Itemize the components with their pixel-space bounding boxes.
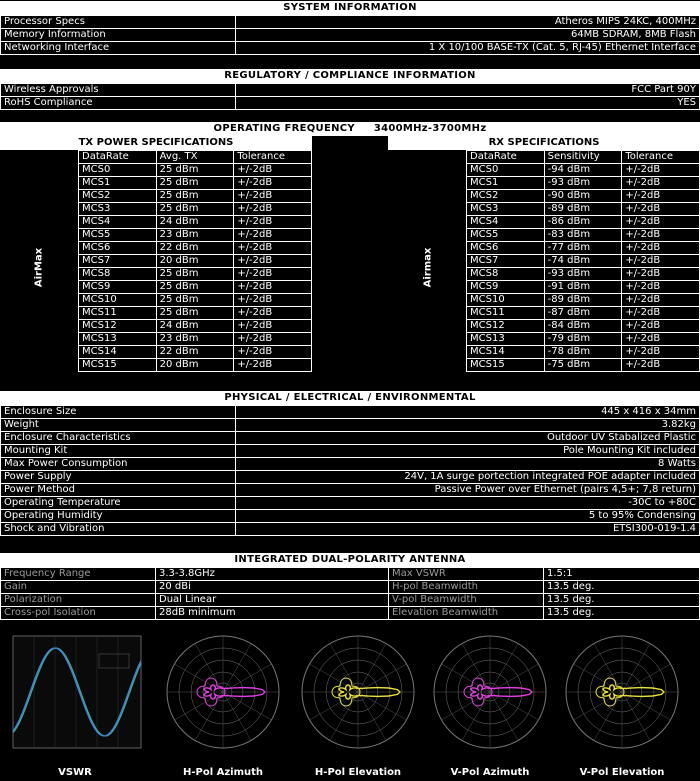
physical-label: Max Power Consumption (1, 458, 236, 471)
antenna-value: 13.5 deg. (544, 594, 700, 607)
antenna-label: Cross-pol Isolation (1, 607, 156, 620)
rx-cell: -90 dBm (544, 190, 622, 203)
tx-column-header: Tolerance (234, 151, 312, 164)
rx-cell: +/-2dB (622, 268, 700, 281)
rx-cell: +/-2dB (622, 307, 700, 320)
rx-column-header: Tolerance (622, 151, 700, 164)
tx-cell: MCS7 (79, 255, 157, 268)
polar-grid-spoke (330, 644, 358, 693)
tx-cell: 24 dBm (156, 216, 234, 229)
physical-value: Outdoor UV Stabalized Plastic (236, 432, 700, 445)
physical-row (1, 523, 700, 536)
system-section-title: SYSTEM INFORMATION (0, 1, 700, 15)
rx-row (467, 281, 700, 294)
rx-row (467, 346, 700, 359)
physical-label: Power Method (1, 484, 236, 497)
tx-cell: 25 dBm (156, 281, 234, 294)
regulatory-label: RoHS Compliance (1, 97, 236, 110)
tx-cell: +/-2dB (234, 268, 312, 281)
rx-cell: MCS5 (467, 229, 545, 242)
tx-cell: 24 dBm (156, 320, 234, 333)
physical-row (1, 458, 700, 471)
system-value: 1 X 10/100 BASE-TX (Cat. 5, RJ-45) Ethernet Interface (236, 42, 700, 55)
polar-grid-spoke (594, 692, 622, 741)
rx-cell: +/-2dB (622, 242, 700, 255)
tx-side-label: AirMax (33, 247, 45, 288)
tx-cell: +/-2dB (234, 203, 312, 216)
tx-cell: 25 dBm (156, 203, 234, 216)
rx-row (467, 229, 700, 242)
tx-row (79, 320, 312, 333)
tx-row (79, 268, 312, 281)
rx-cell: MCS0 (467, 164, 545, 177)
tx-row (79, 229, 312, 242)
physical-table (0, 405, 700, 536)
physical-row (1, 432, 700, 445)
tx-cell: 23 dBm (156, 333, 234, 346)
physical-label: Enclosure Size (1, 406, 236, 419)
tx-cell: 25 dBm (156, 177, 234, 190)
tx-cell: +/-2dB (234, 307, 312, 320)
rx-row (467, 268, 700, 281)
rx-row (467, 177, 700, 190)
rx-row (467, 320, 700, 333)
rx-cell: +/-2dB (622, 190, 700, 203)
rx-cell: MCS12 (467, 320, 545, 333)
rx-cell: MCS9 (467, 281, 545, 294)
rx-row (467, 294, 700, 307)
physical-label: Power Supply (1, 471, 236, 484)
tx-cell: 20 dBm (156, 255, 234, 268)
tx-cell: MCS2 (79, 190, 157, 203)
antenna-row (1, 568, 700, 581)
polar-grid-spoke (594, 644, 622, 693)
tx-row (79, 190, 312, 203)
tx-cell: MCS3 (79, 203, 157, 216)
antenna-value: 1.5:1 (544, 568, 700, 581)
antenna-table (0, 567, 700, 620)
rx-cell: +/-2dB (622, 216, 700, 229)
rx-cell: MCS10 (467, 294, 545, 307)
antenna-section-title: INTEGRATED DUAL-POLARITY ANTENNA (0, 553, 700, 567)
physical-value: -30C to +80C (236, 497, 700, 510)
tx-cell: 25 dBm (156, 164, 234, 177)
tx-cell: MCS6 (79, 242, 157, 255)
physical-row (1, 445, 700, 458)
antenna-label: Frequency Range (1, 568, 156, 581)
tx-cell: MCS1 (79, 177, 157, 190)
physical-label: Mounting Kit (1, 445, 236, 458)
rx-cell: -91 dBm (544, 281, 622, 294)
v-pol-elevation-plot (552, 626, 692, 766)
polar-grid-spoke (462, 644, 490, 693)
rx-cell: +/-2dB (622, 333, 700, 346)
tx-table (78, 150, 312, 372)
tx-cell: MCS10 (79, 294, 157, 307)
regulatory-section-title: REGULATORY / COMPLIANCE INFORMATION (0, 69, 700, 83)
rx-row (467, 164, 700, 177)
plot-caption: VSWR (58, 767, 92, 778)
tx-row (79, 242, 312, 255)
system-row (1, 42, 700, 55)
rx-cell: +/-2dB (622, 229, 700, 242)
vswr-plot (5, 626, 145, 766)
tx-cell: 20 dBm (156, 359, 234, 372)
polar-grid-spoke (195, 644, 223, 693)
antenna-value: 13.5 deg. (544, 607, 700, 620)
rx-cell: MCS4 (467, 216, 545, 229)
regulatory-value: FCC Part 90Y (236, 84, 700, 97)
rx-cell: +/-2dB (622, 346, 700, 359)
physical-row (1, 471, 700, 484)
system-value: 64MB SDRAM, 8MB Flash (236, 29, 700, 42)
tx-cell: 23 dBm (156, 229, 234, 242)
tx-cell: +/-2dB (234, 346, 312, 359)
system-label: Processor Specs (1, 16, 236, 29)
rx-row (467, 359, 700, 372)
rx-cell: -94 dBm (544, 164, 622, 177)
polar-grid-spoke (622, 644, 650, 693)
h-pol-azimuth-plot (153, 626, 293, 766)
rx-cell: MCS14 (467, 346, 545, 359)
tx-cell: 25 dBm (156, 268, 234, 281)
tx-cell: MCS9 (79, 281, 157, 294)
tx-cell: +/-2dB (234, 320, 312, 333)
antenna-row (1, 607, 700, 620)
rx-row (467, 307, 700, 320)
polar-grid-spoke (223, 644, 251, 693)
tx-cell: +/-2dB (234, 190, 312, 203)
rx-cell: -93 dBm (544, 177, 622, 190)
tx-row (79, 281, 312, 294)
tx-cell: 25 dBm (156, 190, 234, 203)
physical-label: Weight (1, 419, 236, 432)
h-pol-elevation-plot (288, 626, 428, 766)
rx-row (467, 190, 700, 203)
tx-column-header: DataRate (79, 151, 157, 164)
tx-row (79, 255, 312, 268)
rx-title: RX SPECIFICATIONS (388, 136, 700, 150)
physical-value: 24V, 1A surge portection integrated POE adapter included (236, 471, 700, 484)
rx-cell: MCS1 (467, 177, 545, 190)
tx-cell: MCS11 (79, 307, 157, 320)
rx-column-header: Sensitivity (544, 151, 622, 164)
physical-row (1, 419, 700, 432)
rx-cell: -75 dBm (544, 359, 622, 372)
rx-cell: +/-2dB (622, 203, 700, 216)
rx-cell: +/-2dB (622, 294, 700, 307)
polar-grid-spoke (358, 644, 386, 693)
rx-cell: -89 dBm (544, 294, 622, 307)
regulatory-table (0, 83, 700, 110)
tx-cell: MCS0 (79, 164, 157, 177)
rx-cell: +/-2dB (622, 281, 700, 294)
tx-cell: +/-2dB (234, 177, 312, 190)
rx-side-label: Airmax (422, 247, 434, 288)
tx-cell: +/-2dB (234, 164, 312, 177)
polar-grid-spoke (462, 692, 490, 741)
tx-cell: MCS5 (79, 229, 157, 242)
rx-cell: MCS3 (467, 203, 545, 216)
tx-cell: MCS15 (79, 359, 157, 372)
physical-section-title: PHYSICAL / ELECTRICAL / ENVIRONMENTAL (0, 391, 700, 405)
rx-cell: -84 dBm (544, 320, 622, 333)
physical-label: Operating Humidity (1, 510, 236, 523)
tx-cell: MCS4 (79, 216, 157, 229)
rx-cell: -86 dBm (544, 216, 622, 229)
rx-cell: +/-2dB (622, 359, 700, 372)
polar-grid-spoke (490, 692, 518, 741)
plot-caption: V-Pol Azimuth (450, 767, 530, 778)
plot-caption: H-Pol Elevation (314, 767, 402, 778)
polar-grid-spoke (195, 692, 223, 741)
antenna-value: 28dB minimum (156, 607, 389, 620)
antenna-label: V-pol Beamwidth (389, 594, 544, 607)
physical-row (1, 484, 700, 497)
rx-row (467, 203, 700, 216)
physical-row (1, 510, 700, 523)
tx-cell: +/-2dB (234, 359, 312, 372)
polar-grid-spoke (490, 644, 518, 693)
v-pol-azimuth-plot (420, 626, 560, 766)
antenna-value: 13.5 deg. (544, 581, 700, 594)
frequency-section-title (0, 122, 700, 136)
tx-cell: +/-2dB (234, 242, 312, 255)
rx-cell: -79 dBm (544, 333, 622, 346)
antenna-row (1, 594, 700, 607)
rx-column-header: DataRate (467, 151, 545, 164)
physical-value: 3.82kg (236, 419, 700, 432)
regulatory-label: Wireless Approvals (1, 84, 236, 97)
tx-cell: 22 dBm (156, 346, 234, 359)
polar-grid-spoke (223, 692, 251, 741)
tx-column-header: Avg. TX (156, 151, 234, 164)
rx-cell: -74 dBm (544, 255, 622, 268)
rx-cell: MCS15 (467, 359, 545, 372)
physical-value: Passive Power over Ethernet (pairs 4,5+; 7,8 return) (236, 484, 700, 497)
rx-row (467, 333, 700, 346)
tx-cell: +/-2dB (234, 255, 312, 268)
rx-cell: -89 dBm (544, 203, 622, 216)
physical-label: Operating Temperature (1, 497, 236, 510)
tx-cell: +/-2dB (234, 333, 312, 346)
rx-row (467, 216, 700, 229)
rx-cell: +/-2dB (622, 320, 700, 333)
antenna-label: Polarization (1, 594, 156, 607)
tx-cell: +/-2dB (234, 281, 312, 294)
tx-row (79, 333, 312, 346)
tx-cell: +/-2dB (234, 216, 312, 229)
frequency-range: 3400MHz-3700MHz (373, 123, 487, 134)
system-label: Networking Interface (1, 42, 236, 55)
physical-value: 445 x 416 x 34mm (236, 406, 700, 419)
system-label: Memory Information (1, 29, 236, 42)
antenna-label: Elevation Beamwidth (389, 607, 544, 620)
antenna-value: Dual Linear (156, 594, 389, 607)
tx-row (79, 307, 312, 320)
rx-row (467, 255, 700, 268)
frequency-title: OPERATING FREQUENCY (213, 123, 355, 134)
system-row (1, 29, 700, 42)
antenna-label: H-pol Beamwidth (389, 581, 544, 594)
tx-row (79, 177, 312, 190)
rx-cell: MCS2 (467, 190, 545, 203)
antenna-value: 3.3-3.8GHz (156, 568, 389, 581)
antenna-label: Max VSWR (389, 568, 544, 581)
rx-table (466, 150, 700, 372)
physical-value: Pole Mounting Kit included (236, 445, 700, 458)
system-value: Atheros MIPS 24KC, 400MHz (236, 16, 700, 29)
regulatory-row (1, 97, 700, 110)
antenna-row (1, 581, 700, 594)
tx-cell: MCS13 (79, 333, 157, 346)
rx-cell: -83 dBm (544, 229, 622, 242)
physical-value: 8 Watts (236, 458, 700, 471)
physical-value: ETSI300-019-1.4 (236, 523, 700, 536)
system-row (1, 16, 700, 29)
rx-cell: MCS6 (467, 242, 545, 255)
tx-title: TX POWER SPECIFICATIONS (0, 136, 312, 150)
physical-label: Shock and Vibration (1, 523, 236, 536)
physical-label: Enclosure Characteristics (1, 432, 236, 445)
tx-cell: 25 dBm (156, 294, 234, 307)
regulatory-row (1, 84, 700, 97)
polar-grid-spoke (330, 692, 358, 741)
tx-row (79, 164, 312, 177)
physical-value: 5 to 95% Condensing (236, 510, 700, 523)
antenna-value: 20 dBi (156, 581, 389, 594)
plot-caption: V-Pol Elevation (579, 767, 665, 778)
rx-cell: -77 dBm (544, 242, 622, 255)
rx-cell: -87 dBm (544, 307, 622, 320)
tx-cell: +/-2dB (234, 294, 312, 307)
antenna-label: Gain (1, 581, 156, 594)
rx-cell: MCS7 (467, 255, 545, 268)
rx-cell: +/-2dB (622, 255, 700, 268)
rx-cell: -78 dBm (544, 346, 622, 359)
tx-cell: MCS12 (79, 320, 157, 333)
plot-caption: H-Pol Azimuth (182, 767, 264, 778)
tx-cell: 25 dBm (156, 307, 234, 320)
rx-cell: +/-2dB (622, 164, 700, 177)
tx-cell: 22 dBm (156, 242, 234, 255)
rx-cell: MCS13 (467, 333, 545, 346)
system-table (0, 15, 700, 55)
vswr-plot-area (13, 636, 141, 748)
tx-cell: +/-2dB (234, 229, 312, 242)
tx-row (79, 216, 312, 229)
polar-grid-spoke (622, 692, 650, 741)
tx-row (79, 359, 312, 372)
tx-row (79, 203, 312, 216)
tx-row (79, 346, 312, 359)
polar-grid-spoke (358, 692, 386, 741)
tx-cell: MCS8 (79, 268, 157, 281)
rx-cell: -93 dBm (544, 268, 622, 281)
physical-row (1, 406, 700, 419)
rx-cell: MCS11 (467, 307, 545, 320)
physical-row (1, 497, 700, 510)
tx-row (79, 294, 312, 307)
rx-cell: +/-2dB (622, 177, 700, 190)
rx-cell: MCS8 (467, 268, 545, 281)
rx-row (467, 242, 700, 255)
regulatory-value: YES (236, 97, 700, 110)
tx-cell: MCS14 (79, 346, 157, 359)
